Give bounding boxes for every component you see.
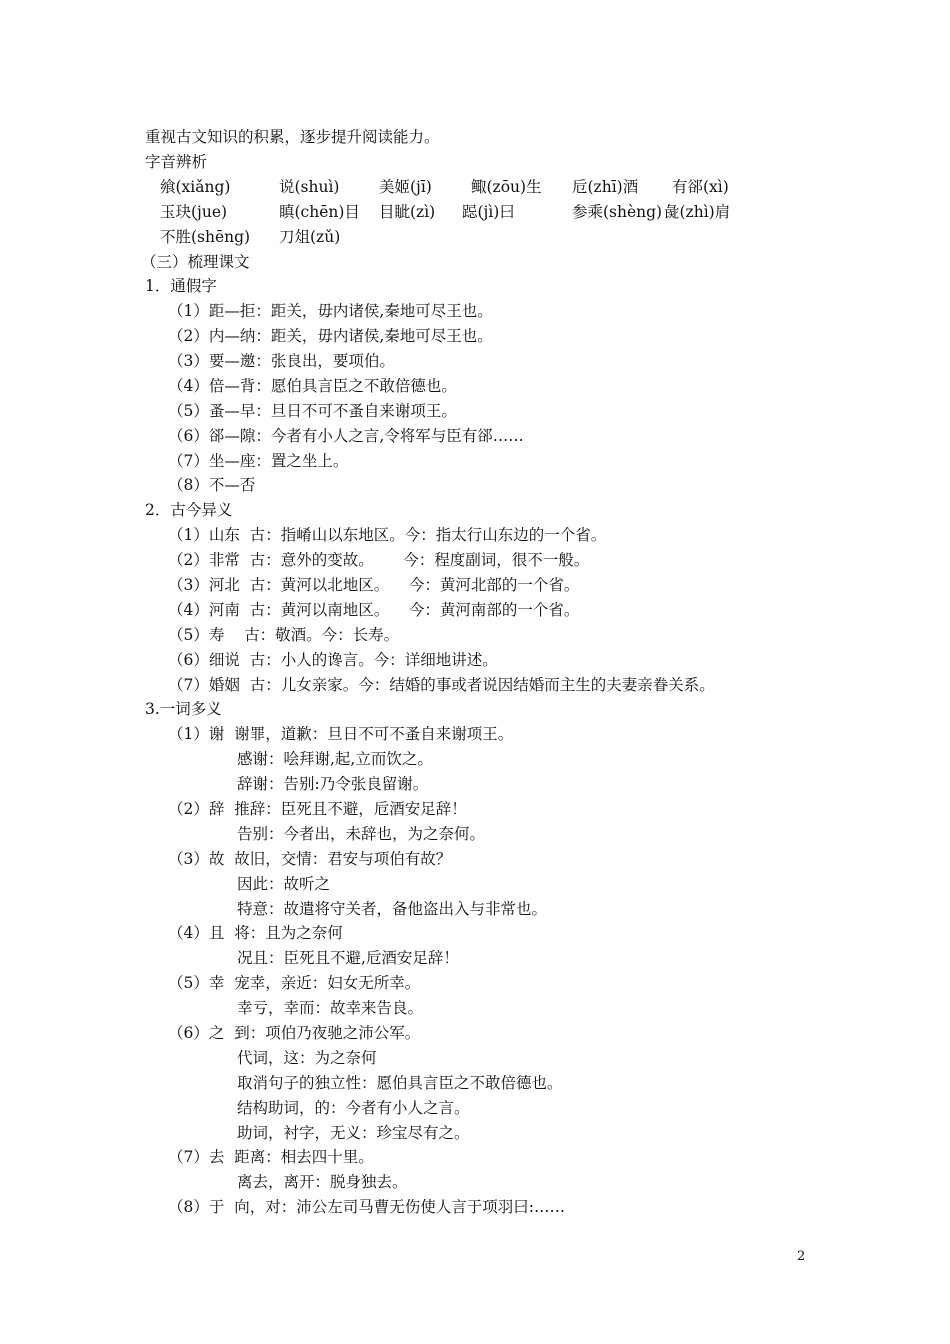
pronunciation-entry: 刀俎(zǔ) <box>279 228 341 246</box>
pronunciation-entry: 鲰(zōu)生 <box>471 178 542 196</box>
list-item: （5）蚤—早：旦日不可不蚤自来谢项王。 <box>168 402 457 420</box>
list-subitem: 结构助词，的：今者有小人之言。 <box>237 1099 470 1117</box>
subsection-heading: 3.一词多义 <box>145 700 222 718</box>
list-item: （8）不—否 <box>168 476 256 494</box>
list-subitem: 告别：今者出，未辞也，为之奈何。 <box>237 825 486 843</box>
pronunciation-entry: 美姬(jī) <box>379 178 432 196</box>
pronunciation-entry: 飨(xiǎng) <box>160 178 231 196</box>
pronunciation-entry: 跽(jì)曰 <box>462 203 515 221</box>
list-item: （2）辞 推辞：臣死且不避，卮酒安足辞！ <box>168 800 467 818</box>
pronunciation-entry: 卮(zhī)酒 <box>572 178 639 196</box>
list-subitem: 因此：故听之 <box>237 875 331 893</box>
pronunciation-entry: 彘(zhì)肩 <box>664 203 731 221</box>
pronunciation-entry: 目眦(zì) <box>379 203 436 221</box>
list-item: （5）寿 古：敬酒。今：长寿。 <box>168 626 400 644</box>
pronunciation-entry: 有郤(xì) <box>672 178 729 196</box>
list-subitem: 取消句子的独立性：愿伯具言臣之不敢倍德也。 <box>237 1074 563 1092</box>
list-item: （1）距—拒：距关，毋内诸侯,秦地可尽王也。 <box>168 302 493 320</box>
list-subitem: 感谢：哙拜谢,起,立而饮之。 <box>237 750 433 768</box>
list-item: （3）要—邀：张良出，要项伯。 <box>168 352 395 370</box>
pronunciation-entry: 参乘(shèng) <box>572 203 663 221</box>
list-item: （4）倍—背：愿伯具言臣之不敢倍德也。 <box>168 377 457 395</box>
list-subitem: 辞谢：告别:乃令张良留谢。 <box>237 775 429 793</box>
list-item: （7）去 距离：相去四十里。 <box>168 1148 374 1166</box>
list-item: （6）之 到：项伯乃夜驰之沛公军。 <box>168 1024 421 1042</box>
list-item: （2）非常 古：意外的变故。 今：程度副词，很不一般。 <box>168 551 590 569</box>
pronunciation-entry: 说(shuì) <box>279 178 340 196</box>
list-subitem: 况且：臣死且不避,卮酒安足辞！ <box>237 949 459 967</box>
pronunciation-entry: 不胜(shēng) <box>160 228 251 246</box>
list-item: （8）于 向，对：沛公左司马曹无伤使人言于项羽曰:…… <box>168 1198 565 1216</box>
list-item: （1）山东 古：指崤山以东地区。今：指太行山东边的一个省。 <box>168 526 607 544</box>
page-number: 2 <box>797 1249 806 1264</box>
list-item: （7）坐—座：置之坐上。 <box>168 452 349 470</box>
section-heading: （三）梳理课文 <box>141 253 250 271</box>
list-item: （7）婚姻 古：儿女亲家。今：结婚的事或者说因结婚而主生的夫妻亲眷关系。 <box>168 676 715 694</box>
list-item: （4）且 将：且为之奈何 <box>168 924 343 942</box>
list-item: （1）谢 谢罪，道歉：旦日不可不蚤自来谢项王。 <box>168 725 514 743</box>
list-item: （4）河南 古：黄河以南地区。 今：黄河南部的一个省。 <box>168 601 580 619</box>
subsection-heading: 2．古今异义 <box>145 501 233 519</box>
list-item: （5）幸 宠幸，亲近：妇女无所幸。 <box>168 974 421 992</box>
list-subitem: 离去，离开：脱身独去。 <box>237 1173 408 1191</box>
list-subitem: 幸亏，幸而：故幸来告良。 <box>237 999 424 1017</box>
intro-text: 重视古文知识的积累，逐步提升阅读能力。 <box>145 128 440 146</box>
list-subitem: 代词，这：为之奈何 <box>237 1049 377 1067</box>
list-item: （3）故 故旧，交情：君安与项伯有故？ <box>168 850 452 868</box>
list-item: （2）内—纳：距关，毋内诸侯,秦地可尽王也。 <box>168 327 493 345</box>
pronunciation-entry: 瞋(chēn)目 <box>279 203 360 221</box>
list-item: （6）细说 古：小人的谗言。今：详细地讲述。 <box>168 651 498 669</box>
list-item: （6）郤—隙：今者有小人之言,令将军与臣有郤…… <box>168 427 524 445</box>
subsection-heading: 1．通假字 <box>145 277 217 295</box>
list-subitem: 助词，衬字，无义：珍宝尽有之。 <box>237 1124 470 1142</box>
list-item: （3）河北 古：黄河以北地区。 今：黄河北部的一个省。 <box>168 576 580 594</box>
pronunciation-heading: 字音辨析 <box>145 153 208 171</box>
pronunciation-entry: 玉玦(jue) <box>160 203 228 221</box>
list-subitem: 特意：故遣将守关者，备他盗出入与非常也。 <box>237 900 548 918</box>
